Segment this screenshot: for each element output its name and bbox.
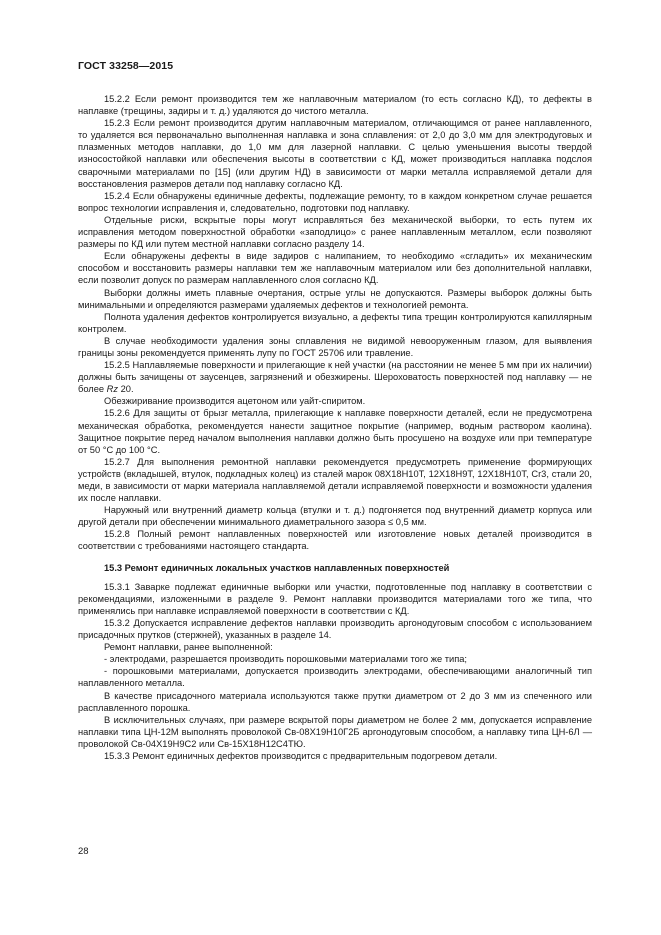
list-item-electrodes: - электродами, разрешается производить порошковыми материалами того же типа; xyxy=(104,654,468,665)
paragraph-15-3-1: 15.3.1 Заварке подлежат единичные выборки или участки, подготовленные под наплавку в соответствии с рекомендациями, изложенными в разделе 9. Ремонт наплавки производится материалами того же типа, что применялись при наплавке исправляемой поверхности в соответствии с КД. xyxy=(78,581,592,616)
paragraph-scoring: Если обнаружены дефекты в виде задиров с налипанием, то необходимо «сгладить» их механическим способом и восстановить размеры наплавки тем же наплавочным материалом или без дополнительной наплавки, если позволит допуск по размерам наплавленного слоя согласно КД. xyxy=(78,251,592,286)
paragraph-gouges: Выборки должны иметь плавные очертания, острые углы не допускаются. Размеры выборок должны быть минимальными и определяются размерами удаляемых дефектов и технологией ремонта. xyxy=(78,287,592,310)
paragraph-exceptional-cases: В исключительных случаях, при размере вскрытой поры диаметром не более 2 мм, допускается исправление наплавки типа ЦН-12М выполнять проволокой Св-08Х19Н10Г2Б аргонодуговым способом, а наплавку типа ЦН-6Л — проволокой Св-04Х19Н9С2 или Св-15Х18Н12С4ТЮ. xyxy=(78,714,592,749)
paragraph-defect-control: Полнота удаления дефектов контролируется визуально, а дефекты типа трещин контролируются капиллярным контролем. xyxy=(78,311,592,334)
roughness-value: 20. xyxy=(120,384,134,395)
paragraph-15-2-5-text: 15.2.5 Наплавляемые поверхности и прилегающие к ней участки (на расстоянии не менее 5 мм при их наличии) должны быть зачищены от заусенцев, загрязнений и обезжирены. Шероховатость поверхностей под наплавку — не более xyxy=(78,360,592,395)
page-number: 28 xyxy=(78,846,89,857)
paragraph-15-3-2: 15.3.2 Допускается исправление дефектов наплавки производить аргонодуговым способом с использованием присадочных прутков (стержней), указанных в разделе 14. xyxy=(78,617,592,641)
section-heading-15-3: 15.3 Ремонт единичных локальных участков наплавленных поверхностей xyxy=(104,562,450,573)
paragraph-15-2-3: 15.2.3 Если ремонт производится другим наплавочным материалом, отличающимся от ранее наплавленного, то удаляется вся первоначально выполненная наплавка и зона сплавления: от 2,0 до 3,0 мм для электродуговых и плазменных методов наплавки, до 1,0 мм для лазерной наплавки. С целью уменьшения высоты твердой износостойкой наплавки или обеспечения высоты в соответствии с КД, может производиться наплавка подслоя сварочными материалами по [15] (или другим НД) в зависимости от марки металла исправляемой детали для восстановления размеров детали под наплавку согласно КД. xyxy=(78,118,592,189)
paragraph-15-2-8: 15.2.8 Полный ремонт наплавленных поверхностей или изготовление новых деталей производится в соответствии с требованиями настоящего стандарта. xyxy=(78,529,592,552)
paragraph-degreasing: Обезжиривание производится ацетоном или уайт-спиритом. xyxy=(104,396,366,407)
document-header: ГОСТ 33258—2015 xyxy=(78,60,174,72)
paragraph-15-2-4: 15.2.4 Если обнаружены единичные дефекты, подлежащие ремонту, то в каждом конкретном случае решается вопрос технологии исправления и, следовательно, подготовки под наплавку. xyxy=(78,190,592,213)
list-item-powder: - порошковыми материалами, допускается производить электродами, обеспечивающими аналогичный тип наплавленного металла. xyxy=(78,666,592,689)
paragraph-filler-material: В качестве присадочного материала используются также прутки диаметром от 2 до 3 мм из спеченного или расплавленного порошка. xyxy=(78,690,592,713)
paragraph-15-2-7: 15.2.7 Для выполнения ремонтной наплавки рекомендуется предусмотреть применение формирующих устройств (вкладышей, втулок, подкладных колец) из сталей марок 08Х18Н10Т, 12Х18Н9Т, 12Х18Н10Т, Сr3, стали 20, меди, в зависимости от марки материала наплавляемой детали исправляемой поверхности и возможности удаления их после наплавки. xyxy=(78,456,592,504)
paragraph-repair-intro: Ремонт наплавки, ранее выполненной: xyxy=(104,642,273,653)
paragraph-risks: Отдельные риски, вскрытые поры могут исправляться без механической выборки, то есть путем их исправления методом поверхностной обработки «заподлицо» с ранее наплавленным металлом, если позволяют размеры по КД или путем местной наплавки согласно разделу 14. xyxy=(78,214,592,250)
document-body xyxy=(78,93,592,762)
paragraph-fusion-zone: В случае необходимости удаления зоны сплавления не видимой невооруженным глазом, для выявления границы зоны рекомендуется применять лупу по ГОСТ 25706 или травление. xyxy=(78,335,592,358)
paragraph-15-3-3: 15.3.3 Ремонт единичных дефектов производится с предварительным подогревом детали. xyxy=(104,750,498,761)
roughness-symbol: Rz xyxy=(106,384,119,395)
paragraph-15-2-2: 15.2.2 Если ремонт производится тем же наплавочным материалом (то есть согласно КД), то дефекты в наплавке (трещины, задиры и т. д.) удаляются до чистого металла. xyxy=(78,94,592,117)
paragraph-15-2-6: 15.2.6 Для защиты от брызг металла, прилегающие к наплавке поверхности деталей, если не предусмотрена механическая обработка, рекомендуется нанести защитное покрытие (например, водным раствором каолина). Защитное покрытие перед началом выполнения наплавки должно быть просушено на воздухе или при температуре от 50 °С до 100 °С. xyxy=(78,408,592,455)
paragraph-15-2-5 xyxy=(78,359,592,395)
paragraph-ring-diameter: Наружный или внутренний диаметр кольца (втулки и т. д.) подгоняется под внутренний диаметр корпуса или другой детали при обеспечении минимального диаметрального зазора ≤ 0,5 мм. xyxy=(78,505,592,528)
